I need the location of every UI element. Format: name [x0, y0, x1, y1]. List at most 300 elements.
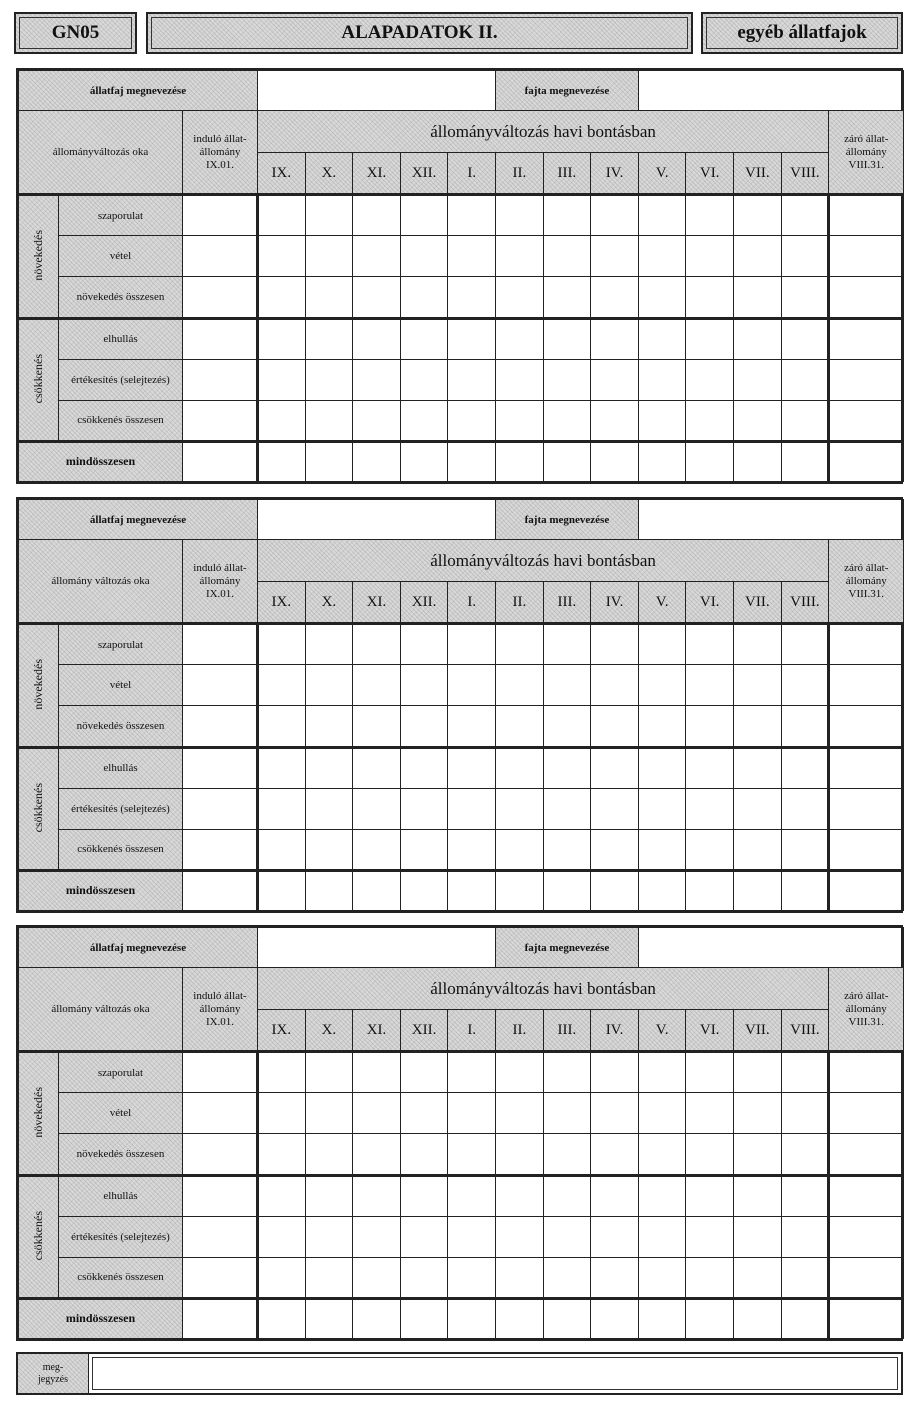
data-cell[interactable] — [258, 195, 306, 236]
data-cell[interactable] — [496, 318, 544, 359]
data-cell[interactable] — [734, 318, 782, 359]
data-cell[interactable] — [686, 1216, 734, 1257]
data-cell[interactable] — [400, 624, 448, 665]
data-cell[interactable] — [258, 788, 306, 829]
data-cell[interactable] — [448, 1175, 496, 1216]
data-cell[interactable] — [591, 624, 639, 665]
total-cell[interactable] — [686, 1298, 734, 1338]
data-cell[interactable] — [258, 665, 306, 706]
total-cell[interactable] — [734, 1298, 782, 1338]
total-cell[interactable] — [829, 870, 904, 910]
total-cell[interactable] — [543, 441, 591, 481]
total-cell[interactable] — [448, 870, 496, 910]
data-cell[interactable] — [353, 1216, 401, 1257]
data-cell[interactable] — [734, 1175, 782, 1216]
data-cell[interactable] — [400, 1052, 448, 1093]
data-cell[interactable] — [448, 1257, 496, 1298]
total-cell[interactable] — [305, 441, 353, 481]
data-cell[interactable] — [353, 236, 401, 277]
data-cell[interactable] — [638, 1216, 686, 1257]
data-cell[interactable] — [258, 318, 306, 359]
data-cell[interactable] — [829, 1134, 904, 1175]
data-cell[interactable] — [829, 1052, 904, 1093]
data-cell[interactable] — [183, 829, 258, 870]
data-cell[interactable] — [686, 277, 734, 318]
data-cell[interactable] — [353, 400, 401, 441]
total-cell[interactable] — [638, 441, 686, 481]
data-cell[interactable] — [543, 1175, 591, 1216]
data-cell[interactable] — [258, 829, 306, 870]
data-cell[interactable] — [734, 1257, 782, 1298]
data-cell[interactable] — [448, 400, 496, 441]
data-cell[interactable] — [686, 400, 734, 441]
data-cell[interactable] — [781, 624, 829, 665]
data-cell[interactable] — [829, 400, 904, 441]
species-input[interactable] — [258, 928, 496, 968]
data-cell[interactable] — [448, 829, 496, 870]
data-cell[interactable] — [353, 788, 401, 829]
data-cell[interactable] — [543, 195, 591, 236]
data-cell[interactable] — [781, 1052, 829, 1093]
data-cell[interactable] — [258, 1052, 306, 1093]
data-cell[interactable] — [305, 359, 353, 400]
data-cell[interactable] — [448, 359, 496, 400]
data-cell[interactable] — [496, 1216, 544, 1257]
data-cell[interactable] — [305, 400, 353, 441]
data-cell[interactable] — [183, 1052, 258, 1093]
data-cell[interactable] — [448, 788, 496, 829]
data-cell[interactable] — [448, 1134, 496, 1175]
data-cell[interactable] — [638, 400, 686, 441]
data-cell[interactable] — [183, 236, 258, 277]
data-cell[interactable] — [496, 706, 544, 747]
data-cell[interactable] — [829, 359, 904, 400]
data-cell[interactable] — [686, 665, 734, 706]
data-cell[interactable] — [353, 665, 401, 706]
data-cell[interactable] — [448, 236, 496, 277]
data-cell[interactable] — [448, 1093, 496, 1134]
data-cell[interactable] — [829, 829, 904, 870]
data-cell[interactable] — [734, 829, 782, 870]
breed-input[interactable] — [638, 928, 903, 968]
total-cell[interactable] — [353, 441, 401, 481]
data-cell[interactable] — [258, 624, 306, 665]
data-cell[interactable] — [734, 277, 782, 318]
data-cell[interactable] — [400, 1257, 448, 1298]
data-cell[interactable] — [305, 1175, 353, 1216]
data-cell[interactable] — [400, 318, 448, 359]
data-cell[interactable] — [638, 1175, 686, 1216]
data-cell[interactable] — [686, 624, 734, 665]
data-cell[interactable] — [183, 1216, 258, 1257]
data-cell[interactable] — [829, 706, 904, 747]
data-cell[interactable] — [591, 747, 639, 788]
data-cell[interactable] — [258, 1175, 306, 1216]
data-cell[interactable] — [686, 1257, 734, 1298]
data-cell[interactable] — [638, 1093, 686, 1134]
data-cell[interactable] — [591, 318, 639, 359]
data-cell[interactable] — [496, 665, 544, 706]
data-cell[interactable] — [400, 277, 448, 318]
data-cell[interactable] — [686, 747, 734, 788]
data-cell[interactable] — [591, 195, 639, 236]
data-cell[interactable] — [305, 1216, 353, 1257]
data-cell[interactable] — [400, 1134, 448, 1175]
data-cell[interactable] — [734, 400, 782, 441]
total-cell[interactable] — [353, 870, 401, 910]
data-cell[interactable] — [258, 400, 306, 441]
data-cell[interactable] — [734, 1134, 782, 1175]
data-cell[interactable] — [305, 1052, 353, 1093]
data-cell[interactable] — [829, 236, 904, 277]
data-cell[interactable] — [353, 747, 401, 788]
data-cell[interactable] — [686, 1093, 734, 1134]
data-cell[interactable] — [353, 706, 401, 747]
data-cell[interactable] — [543, 1216, 591, 1257]
data-cell[interactable] — [448, 665, 496, 706]
data-cell[interactable] — [591, 1134, 639, 1175]
data-cell[interactable] — [400, 788, 448, 829]
data-cell[interactable] — [686, 195, 734, 236]
data-cell[interactable] — [734, 359, 782, 400]
data-cell[interactable] — [400, 1093, 448, 1134]
data-cell[interactable] — [686, 706, 734, 747]
total-cell[interactable] — [305, 870, 353, 910]
data-cell[interactable] — [638, 359, 686, 400]
species-input[interactable] — [258, 71, 496, 111]
data-cell[interactable] — [496, 400, 544, 441]
data-cell[interactable] — [400, 706, 448, 747]
total-cell[interactable] — [781, 870, 829, 910]
total-cell[interactable] — [638, 1298, 686, 1338]
data-cell[interactable] — [543, 1134, 591, 1175]
data-cell[interactable] — [638, 1052, 686, 1093]
data-cell[interactable] — [400, 1175, 448, 1216]
total-cell[interactable] — [258, 1298, 306, 1338]
data-cell[interactable] — [183, 665, 258, 706]
data-cell[interactable] — [183, 400, 258, 441]
data-cell[interactable] — [543, 624, 591, 665]
data-cell[interactable] — [448, 624, 496, 665]
data-cell[interactable] — [353, 1134, 401, 1175]
data-cell[interactable] — [734, 747, 782, 788]
data-cell[interactable] — [496, 359, 544, 400]
data-cell[interactable] — [496, 236, 544, 277]
data-cell[interactable] — [183, 1134, 258, 1175]
data-cell[interactable] — [734, 624, 782, 665]
total-cell[interactable] — [183, 870, 258, 910]
data-cell[interactable] — [183, 747, 258, 788]
data-cell[interactable] — [638, 665, 686, 706]
data-cell[interactable] — [400, 359, 448, 400]
data-cell[interactable] — [305, 747, 353, 788]
data-cell[interactable] — [781, 359, 829, 400]
total-cell[interactable] — [734, 441, 782, 481]
data-cell[interactable] — [781, 400, 829, 441]
data-cell[interactable] — [591, 277, 639, 318]
data-cell[interactable] — [829, 1257, 904, 1298]
data-cell[interactable] — [686, 788, 734, 829]
data-cell[interactable] — [305, 624, 353, 665]
data-cell[interactable] — [781, 236, 829, 277]
data-cell[interactable] — [734, 1052, 782, 1093]
data-cell[interactable] — [258, 359, 306, 400]
total-cell[interactable] — [183, 441, 258, 481]
data-cell[interactable] — [638, 747, 686, 788]
data-cell[interactable] — [305, 829, 353, 870]
data-cell[interactable] — [258, 236, 306, 277]
total-cell[interactable] — [781, 1298, 829, 1338]
data-cell[interactable] — [496, 1175, 544, 1216]
total-cell[interactable] — [496, 870, 544, 910]
data-cell[interactable] — [638, 277, 686, 318]
data-cell[interactable] — [591, 706, 639, 747]
data-cell[interactable] — [353, 1175, 401, 1216]
total-cell[interactable] — [543, 1298, 591, 1338]
total-cell[interactable] — [400, 1298, 448, 1338]
data-cell[interactable] — [543, 829, 591, 870]
data-cell[interactable] — [829, 665, 904, 706]
data-cell[interactable] — [305, 706, 353, 747]
data-cell[interactable] — [353, 195, 401, 236]
data-cell[interactable] — [496, 277, 544, 318]
total-cell[interactable] — [305, 1298, 353, 1338]
data-cell[interactable] — [734, 706, 782, 747]
data-cell[interactable] — [686, 359, 734, 400]
data-cell[interactable] — [543, 1093, 591, 1134]
data-cell[interactable] — [591, 1093, 639, 1134]
data-cell[interactable] — [305, 665, 353, 706]
data-cell[interactable] — [543, 359, 591, 400]
data-cell[interactable] — [781, 706, 829, 747]
data-cell[interactable] — [638, 829, 686, 870]
data-cell[interactable] — [781, 318, 829, 359]
data-cell[interactable] — [305, 236, 353, 277]
data-cell[interactable] — [591, 1216, 639, 1257]
data-cell[interactable] — [448, 318, 496, 359]
data-cell[interactable] — [543, 318, 591, 359]
data-cell[interactable] — [496, 624, 544, 665]
data-cell[interactable] — [734, 236, 782, 277]
data-cell[interactable] — [781, 1093, 829, 1134]
data-cell[interactable] — [353, 318, 401, 359]
data-cell[interactable] — [686, 318, 734, 359]
data-cell[interactable] — [183, 1093, 258, 1134]
data-cell[interactable] — [400, 236, 448, 277]
note-input[interactable] — [92, 1357, 898, 1390]
data-cell[interactable] — [353, 1093, 401, 1134]
data-cell[interactable] — [258, 706, 306, 747]
data-cell[interactable] — [781, 1257, 829, 1298]
data-cell[interactable] — [353, 1052, 401, 1093]
data-cell[interactable] — [781, 788, 829, 829]
data-cell[interactable] — [781, 277, 829, 318]
data-cell[interactable] — [829, 1175, 904, 1216]
breed-input[interactable] — [638, 500, 903, 540]
data-cell[interactable] — [305, 277, 353, 318]
data-cell[interactable] — [353, 829, 401, 870]
data-cell[interactable] — [258, 1093, 306, 1134]
data-cell[interactable] — [591, 400, 639, 441]
data-cell[interactable] — [781, 665, 829, 706]
total-cell[interactable] — [686, 870, 734, 910]
data-cell[interactable] — [686, 1175, 734, 1216]
total-cell[interactable] — [448, 441, 496, 481]
data-cell[interactable] — [734, 1093, 782, 1134]
data-cell[interactable] — [543, 747, 591, 788]
data-cell[interactable] — [496, 195, 544, 236]
data-cell[interactable] — [353, 1257, 401, 1298]
data-cell[interactable] — [686, 236, 734, 277]
data-cell[interactable] — [496, 788, 544, 829]
total-cell[interactable] — [591, 870, 639, 910]
data-cell[interactable] — [734, 788, 782, 829]
data-cell[interactable] — [829, 195, 904, 236]
data-cell[interactable] — [183, 277, 258, 318]
data-cell[interactable] — [781, 747, 829, 788]
data-cell[interactable] — [543, 400, 591, 441]
data-cell[interactable] — [829, 277, 904, 318]
data-cell[interactable] — [829, 1216, 904, 1257]
data-cell[interactable] — [829, 318, 904, 359]
data-cell[interactable] — [448, 277, 496, 318]
data-cell[interactable] — [638, 195, 686, 236]
data-cell[interactable] — [258, 1257, 306, 1298]
data-cell[interactable] — [305, 1134, 353, 1175]
data-cell[interactable] — [448, 1052, 496, 1093]
data-cell[interactable] — [496, 1093, 544, 1134]
data-cell[interactable] — [638, 236, 686, 277]
data-cell[interactable] — [829, 788, 904, 829]
data-cell[interactable] — [734, 1216, 782, 1257]
data-cell[interactable] — [543, 706, 591, 747]
data-cell[interactable] — [183, 788, 258, 829]
data-cell[interactable] — [183, 359, 258, 400]
data-cell[interactable] — [734, 195, 782, 236]
total-cell[interactable] — [781, 441, 829, 481]
species-input[interactable] — [258, 500, 496, 540]
data-cell[interactable] — [781, 1134, 829, 1175]
data-cell[interactable] — [829, 1093, 904, 1134]
data-cell[interactable] — [829, 747, 904, 788]
data-cell[interactable] — [183, 1257, 258, 1298]
data-cell[interactable] — [781, 1175, 829, 1216]
data-cell[interactable] — [686, 829, 734, 870]
data-cell[interactable] — [543, 1052, 591, 1093]
data-cell[interactable] — [183, 1175, 258, 1216]
data-cell[interactable] — [543, 277, 591, 318]
data-cell[interactable] — [781, 195, 829, 236]
data-cell[interactable] — [400, 665, 448, 706]
data-cell[interactable] — [448, 195, 496, 236]
data-cell[interactable] — [353, 277, 401, 318]
data-cell[interactable] — [543, 788, 591, 829]
data-cell[interactable] — [638, 624, 686, 665]
data-cell[interactable] — [638, 788, 686, 829]
data-cell[interactable] — [496, 1134, 544, 1175]
data-cell[interactable] — [400, 400, 448, 441]
total-cell[interactable] — [400, 441, 448, 481]
data-cell[interactable] — [258, 1134, 306, 1175]
total-cell[interactable] — [353, 1298, 401, 1338]
data-cell[interactable] — [258, 277, 306, 318]
total-cell[interactable] — [543, 870, 591, 910]
data-cell[interactable] — [591, 236, 639, 277]
data-cell[interactable] — [183, 318, 258, 359]
total-cell[interactable] — [829, 1298, 904, 1338]
data-cell[interactable] — [781, 829, 829, 870]
data-cell[interactable] — [258, 747, 306, 788]
data-cell[interactable] — [448, 747, 496, 788]
data-cell[interactable] — [305, 1093, 353, 1134]
data-cell[interactable] — [496, 829, 544, 870]
total-cell[interactable] — [258, 870, 306, 910]
data-cell[interactable] — [258, 1216, 306, 1257]
data-cell[interactable] — [183, 195, 258, 236]
data-cell[interactable] — [448, 706, 496, 747]
data-cell[interactable] — [496, 747, 544, 788]
total-cell[interactable] — [686, 441, 734, 481]
data-cell[interactable] — [305, 788, 353, 829]
data-cell[interactable] — [400, 747, 448, 788]
data-cell[interactable] — [591, 359, 639, 400]
total-cell[interactable] — [258, 441, 306, 481]
data-cell[interactable] — [400, 195, 448, 236]
total-cell[interactable] — [496, 441, 544, 481]
total-cell[interactable] — [496, 1298, 544, 1338]
total-cell[interactable] — [591, 1298, 639, 1338]
data-cell[interactable] — [829, 624, 904, 665]
data-cell[interactable] — [400, 829, 448, 870]
total-cell[interactable] — [638, 870, 686, 910]
total-cell[interactable] — [183, 1298, 258, 1338]
data-cell[interactable] — [543, 665, 591, 706]
data-cell[interactable] — [591, 1257, 639, 1298]
data-cell[interactable] — [496, 1257, 544, 1298]
data-cell[interactable] — [591, 665, 639, 706]
data-cell[interactable] — [591, 1175, 639, 1216]
data-cell[interactable] — [496, 1052, 544, 1093]
data-cell[interactable] — [781, 1216, 829, 1257]
data-cell[interactable] — [183, 706, 258, 747]
total-cell[interactable] — [829, 441, 904, 481]
total-cell[interactable] — [448, 1298, 496, 1338]
data-cell[interactable] — [638, 318, 686, 359]
data-cell[interactable] — [305, 195, 353, 236]
total-cell[interactable] — [734, 870, 782, 910]
data-cell[interactable] — [305, 1257, 353, 1298]
breed-input[interactable] — [638, 71, 903, 111]
data-cell[interactable] — [591, 1052, 639, 1093]
data-cell[interactable] — [305, 318, 353, 359]
data-cell[interactable] — [638, 1134, 686, 1175]
data-cell[interactable] — [183, 624, 258, 665]
data-cell[interactable] — [591, 829, 639, 870]
data-cell[interactable] — [638, 706, 686, 747]
total-cell[interactable] — [591, 441, 639, 481]
data-cell[interactable] — [400, 1216, 448, 1257]
total-cell[interactable] — [400, 870, 448, 910]
data-cell[interactable] — [353, 359, 401, 400]
data-cell[interactable] — [543, 1257, 591, 1298]
data-cell[interactable] — [686, 1134, 734, 1175]
data-cell[interactable] — [591, 788, 639, 829]
data-cell[interactable] — [353, 624, 401, 665]
data-cell[interactable] — [638, 1257, 686, 1298]
data-cell[interactable] — [734, 665, 782, 706]
data-cell[interactable] — [543, 236, 591, 277]
data-cell[interactable] — [686, 1052, 734, 1093]
